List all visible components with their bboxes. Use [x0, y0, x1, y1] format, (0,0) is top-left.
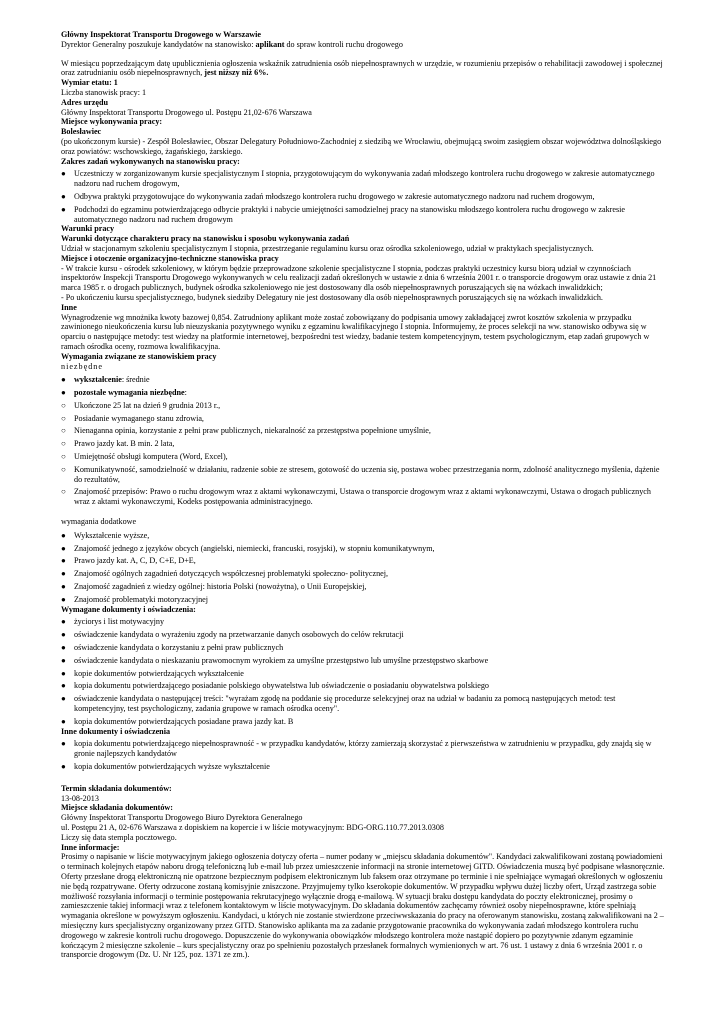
- education-item: ● wykształcenie: średnie: [61, 375, 150, 385]
- other-info-text: Prosimy o napisanie w liście motywacyjnym jakiego ogłoszenia dotyczy oferta – numer podany w „miejscu składania dokumentów". Kandydaci zakwalifikowani zostaną powiadomieni o terminach kolejnych etapów naboru drogą telefoniczną lub e-mail lub przez umieszczenie informacji na stronie internetowej GITD. Oświadczenia muszą być podpisane własnoręcznie. Oferty przesłane drogą elektroniczną nie opatrzone bezpiecznym podpisem elektronicznym lub faksem oraz otrzymane po terminie i nie spełniające wymagań określonych w ogłoszeniu nie będą rozpatrywane. Oferty odrzucone zostaną komisyjnie zniszczone. Przyjmujemy tylko kserokopie dokumentów. W przypadku wpływu dużej liczby ofert, Urząd zastrzega sobie możliwość rozsyłania informacji o terminie postępowania rekrutacyjnego wyłącznie drogą e-mailową. W sytuacji braku dostępu kandydata do poczty elektronicznej, prosimy o zamieszczenie takiej informacji wraz z telefonem kontaktowym w liście motywacyjnym. Do składania dokumentów zachęcamy również osoby niepełnosprawne, które spełniają wymagania określone w powyższym ogłoszeniu. Kandydaci, u których nie zostanie stwierdzone przeciwwskazania do pracy na oferowanym stanowisku, zostaną zakwalifikowani na 2 – miesięczny kurs specjalistyczny organizowany przez GITD. Stanowisko aplikanta ma za zadanie przygotowanie pracownika do wykonywania zadań młodszego kontrolera ruchu drogowego w zakresie kontroli ruchu drogowego. Dopuszczenie do wykonywania obowiązków młodszego kontrolera może nastąpić dopiero po pozytywnie zdanym egzaminie kończącym 2 miesięczne szkolenie – kurs specjalistyczny oraz po spełnieniu pozostałych przesłanek formalnych wymienionych w art. 76 ust. 1 ustawy z dnia 6 września 2001 r. o transporcie drogowym (Dz. U. Nr 125, poz. 1371 ze zm.).: [61, 852, 665, 960]
- bullet-icon: ●: [61, 543, 66, 553]
- bullet-icon: ●: [61, 388, 66, 398]
- other-info-heading: Inne informacje:: [61, 842, 120, 852]
- additional-label: wymagania dodatkowe: [61, 517, 137, 527]
- document-item: ● kopia dokumentu potwierdzającego posiadanie polskiego obywatelstwa lub oświadczenie o posiadaniu obywatelstwa polskiego: [61, 681, 489, 691]
- workplace-text: (po ukończonym kursie) - Zespół Bolesławiec, Obszar Delegatury Południowo-Zachodniej z siedzibą we Wrocławiu, obejmującą swoim zasięgiem obszar województwa dolnośląskiego oraz powiatów: wschowskiego, żagańskiego, żarskiego.: [61, 136, 662, 156]
- office-heading: Adres urzędu: [61, 97, 109, 107]
- bullet-icon: ●: [61, 643, 66, 653]
- ring-icon: ○: [61, 464, 66, 474]
- conditions-sub2: Miejsce i otoczenie organizacyjno-techniczne stanowiska pracy: [61, 253, 279, 263]
- bullet-icon: ●: [61, 762, 66, 771]
- conditions-text3: - Po ukończeniu kursu specjalistycznego, budynek siedziby Delegatury nie jest dostosowany dla osób niepełnosprawnych poruszających się na wózkach inwalidzkich.: [61, 292, 603, 302]
- document-item: ● kopie dokumentów potwierdzających wykształcenie: [61, 668, 244, 678]
- ring-icon: ○: [61, 400, 66, 410]
- bullet-icon: ●: [61, 556, 66, 566]
- other-required-item: ● pozostałe wymagania niezbędne:: [61, 388, 187, 398]
- bullet-icon: ●: [61, 569, 66, 579]
- task-item: ● Uczestniczy w zorganizowanym kursie specjalistycznym I stopnia, przygotowującym do wykonywania zadań młodszego kontrolera ruchu drogowego w zakresie automatycznego nadzoru nad ruchem drogowym,: [61, 169, 655, 189]
- additional-item: ● Znajomość ogólnych zagadnień dotyczących współczesnej problematyki społeczno- politycznej,: [61, 569, 389, 579]
- document-item: ● oświadczenie kandydata o korzystaniu z pełni praw publicznych: [61, 643, 284, 653]
- employment-note: [61, 59, 668, 79]
- bullet-icon: ●: [61, 582, 66, 592]
- submission-line: ul. Postępu 21 A, 02-676 Warszawa z dopiskiem na kopercie i w liście motywacyjnym: BDG-ORG.110.77.2013.0308: [61, 822, 444, 832]
- required-item: ○ Prawo jazdy kat. B min. 2 lata,: [61, 439, 175, 449]
- required-item: ○ Komunikatywność, samodzielność w działaniu, radzenie sobie ze stresem, gotowość do uczenia się, postawa wobec przestrzegania norm, zdolność analitycznego myślenia, dążenie do rezultatów,: [61, 464, 660, 484]
- other-documents-heading: Inne dokumenty i oświadczenia: [61, 726, 171, 736]
- bullet-icon: ●: [61, 681, 66, 691]
- bullet-icon: ●: [61, 716, 66, 726]
- tasks-heading: Zakres zadań wykonywanych na stanowisku pracy:: [61, 156, 240, 166]
- employment-note-text: W miesiącu poprzedzającym datę upublicznienia ogłoszenia wskaźnik zatrudnienia osób niepełnosprawnych w urzędzie, w rozumieniu przepisów o rehabilitacji zawodowej i społecznej oraz zatrudnianiu osób niepełnosprawnych,: [61, 58, 663, 78]
- conditions-sub1: Warunki dotyczące charakteru pracy na stanowisku i sposobu wykonywania zadań: [61, 234, 350, 244]
- submission-line: Liczy się data stempla pocztowego.: [61, 832, 177, 842]
- org-title: Główny Inspektorat Transportu Drogowego w Warszawie: [61, 30, 262, 39]
- additional-item: ● Wykształcenie wyższe,: [61, 530, 150, 540]
- required-item: ○ Nienaganna opinia, korzystanie z pełni praw publicznych, niekaralność za przestępstwa popełnione umyślnie,: [61, 426, 431, 436]
- bullet-icon: ●: [61, 530, 66, 540]
- task-item: ● Podchodzi do egzaminu potwierdzającego odbycie praktyki i nabycie umiejętności samodzielnej pracy na stanowisku młodszego kontrolera ruchu drogowego w zakresie automatycznego nadzoru nad ruchem drogowym: [61, 204, 625, 224]
- bullet-icon: ●: [61, 191, 66, 201]
- bullet-icon: ●: [61, 375, 66, 385]
- document-item: ● życiorys i list motywacyjny: [61, 617, 165, 627]
- additional-item: ● Prawo jazdy kat. A, C, D, C+E, D+E,: [61, 556, 196, 566]
- conditions-heading: Warunki pracy: [61, 224, 115, 234]
- bullet-icon: ●: [61, 668, 66, 678]
- task-item: ● Odbywa praktyki przygotowujące do wykonywania zadań młodszego kontrolera ruchu drogowego w zakresie automatycznego nadzoru nad ruchem drogowym,: [61, 191, 595, 201]
- ring-icon: ○: [61, 452, 66, 462]
- required-item: ○ Posiadanie wymaganego stanu zdrowia,: [61, 413, 204, 423]
- workplace-city: Bolesławiec: [61, 127, 102, 137]
- requirements-heading: Wymagania związane ze stanowiskiem pracy: [61, 351, 217, 361]
- deadline-date: 13-08-2013: [61, 793, 99, 803]
- bullet-icon: ●: [61, 617, 66, 627]
- other-document-item: ● kopia dokumentów potwierdzających wyższe wykształcenie: [61, 762, 270, 771]
- workplace-heading: Miejsce wykonywania pracy:: [61, 117, 163, 127]
- intro-suffix: do spraw kontroli ruchu drogowego: [284, 39, 403, 49]
- workload-heading: Wymiar etatu: 1: [61, 78, 118, 88]
- ring-icon: ○: [61, 439, 66, 449]
- bullet-icon: ●: [61, 204, 66, 214]
- required-item: ○ Znajomość przepisów: Prawo o ruchu drogowym wraz z aktami wykonawczymi, Ustawa o transporcie drogowym wraz z aktami wykonawczymi, Ustawa o drogach publicznych wraz z aktami wykonawczymi, Kodeks postępowania administracyjnego.: [61, 487, 651, 507]
- additional-item: ● Znajomość problematyki motoryzacyjnej: [61, 594, 209, 604]
- required-item: ○ Umiejętność obsługi komputera (Word, Excel),: [61, 452, 228, 462]
- conditions-text4: Wynagrodzenie wg mnożnika kwoty bazowej 0,854. Zatrudniony aplikant może zostać zobowiązany do podpisania umowy zakładającej zwrot kosztów szkolenia w przypadku zawinionego nieukończenia kursu lub nieuzyskania pozytywnego wyniku z egzaminu kwalifikacyjnego I stopnia. Informujemy, że proces selekcji na ww. stanowisko odbywa się w oparciu o następujące metody: test wiedzy na platformie internetowej, bezpośredni test wiedzy, badanie testem kompetencyjnym, testem psychologicznym, etap zadań grupowych w ramach ośrodka oceny, rozmowa kwalifikacyjna.: [61, 312, 650, 351]
- bullet-icon: ●: [61, 655, 66, 665]
- employment-note-bold: jest niższy niż 6%: [204, 68, 267, 78]
- conditions-text1: Udział w stacjonarnym szkoleniu specjalistycznym I stopnia, przestrzeganie regulaminu kursu oraz ośrodka szkoleniowego, udział w praktykach specjalistycznych.: [61, 243, 594, 253]
- required-item: ○ Ukończone 25 lat na dzień 9 grudnia 2013 r.,: [61, 400, 221, 410]
- required-label: niezbędne: [61, 361, 103, 371]
- employment-note-end: .: [266, 68, 269, 78]
- additional-item: ● Znajomość zagadnień z wiedzy ogólnej: historia Polski (nowożytna), o Unii Europejskiej,: [61, 582, 367, 592]
- intro-prefix: Dyrektor Generalny poszukuje kandydatów na stanowisko:: [61, 39, 256, 49]
- bullet-icon: ●: [61, 694, 66, 704]
- bullet-icon: ●: [61, 594, 66, 604]
- bullet-icon: ●: [61, 169, 66, 179]
- document-item: ● oświadczenie kandydata o nieskazaniu prawomocnym wyrokiem za umyślne przestępstwo lub umyślne przestępstwo skarbowe: [61, 655, 489, 665]
- ring-icon: ○: [61, 426, 66, 436]
- additional-item: ● Znajomość jednego z języków obcych (angielski, niemiecki, francuski, rosyjski), w stopniu komunikatywnym,: [61, 543, 435, 553]
- ring-icon: ○: [61, 487, 66, 497]
- submission-line: Główny Inspektorat Transportu Drogowego Biuro Dyrektora Generalnego: [61, 813, 303, 823]
- bullet-icon: ●: [61, 739, 66, 749]
- conditions-text2: - W trakcie kursu - ośrodek szkoleniowy, w którym będzie przeprowadzone szkolenie specjalistyczne I stopnia, podczas praktyki uczestnicy kursu biorą udział w czynnościach inspektorów Inspekcji Transportu Drogowego wykonywanych w celu realizacji zadań określonych w ustawie z dnia 6 września 2001 r. o transporcie drogowym oraz ustawie z dnia 21 marca 1985 r. o drogach publicznych, budynek ośrodka szkoleniowego nie jest dostosowany dla osób niepełnosprawnych poruszających się na wózkach inwalidzkich;: [61, 263, 657, 293]
- document-item: ● kopia dokumentów potwierdzających posiadane prawa jazdy kat. B: [61, 716, 294, 726]
- position-name: aplikant: [255, 39, 285, 49]
- document-item: ● oświadczenie kandydata o następującej treści: "wyrażam zgodę na poddanie się procedurze selekcyjnej oraz na udział w badaniu za pomocą następujących metod: test kompetencyjny, test psychologiczny, zadania grupowe w ramach ośrodka oceny".: [61, 694, 616, 714]
- conditions-sub3: Inne: [61, 302, 77, 312]
- bullet-icon: ●: [61, 630, 66, 640]
- other-document-item: ● kopia dokumentu potwierdzającego niepełnosprawność - w przypadku kandydatów, którzy zamierzają skorzystać z pierwszeństwa w zatrudnieniu w przypadku, gdy znajdą się w gronie najlepszych kandydatów: [61, 739, 652, 759]
- deadline-heading: Termin składania dokumentów:: [61, 783, 172, 793]
- intro-line: [61, 40, 668, 50]
- documents-heading: Wymagane dokumenty i oświadczenia:: [61, 604, 196, 614]
- submission-heading: Miejsce składania dokumentów:: [61, 803, 173, 813]
- ring-icon: ○: [61, 413, 66, 423]
- workload-count: Liczba stanowisk pracy: 1: [61, 87, 147, 97]
- document-item: ● oświadczenie kandydata o wyrażeniu zgody na przetwarzanie danych osobowych do celów rekrutacji: [61, 630, 404, 640]
- office-address: Główny Inspektorat Transportu Drogowego ul. Postępu 21,02-676 Warszawa: [61, 107, 312, 117]
